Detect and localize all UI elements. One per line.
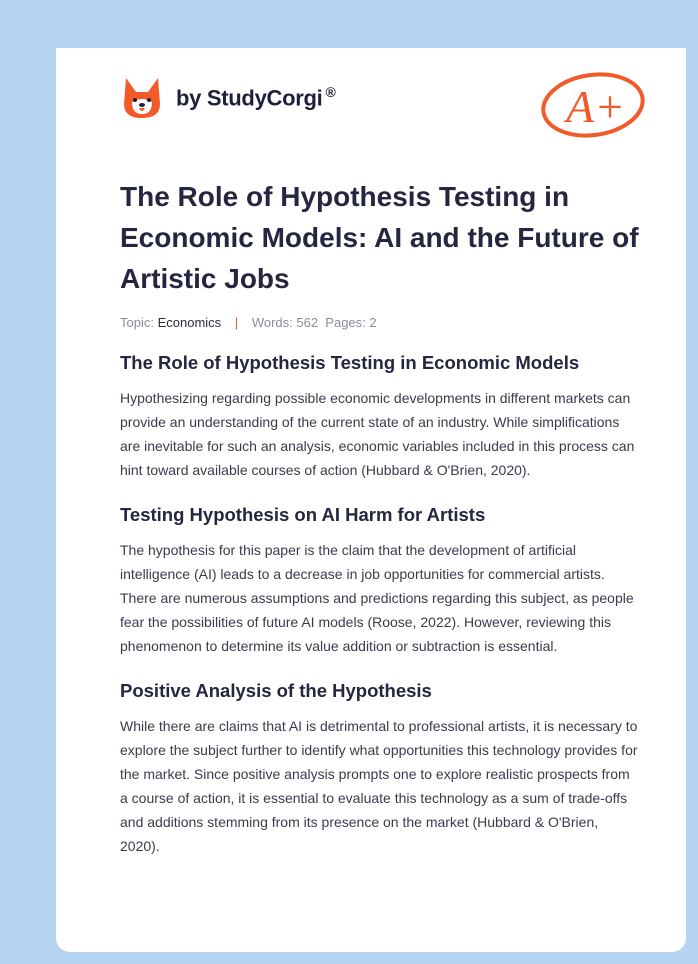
section-paragraph: The hypothesis for this paper is the claim that the development of artificial intelligence (AI) leads to a decrease in job opportunities for commercial artists. There are numerous assumptions and predictions regarding this subject, as people fear the possibilities of future AI models (Roose, 2022). However, reviewing this phenomenon to determine its value addition or subtraction is essential.: [120, 542, 634, 654]
brand-name: [176, 84, 335, 111]
section-heading: Positive Analysis of the Hypothesis: [120, 680, 432, 701]
document-card: [56, 48, 686, 952]
topic-link[interactable]: Economics: [157, 315, 222, 330]
separator: |: [234, 315, 239, 330]
meta-line: [120, 315, 640, 330]
studycorgi-logo[interactable]: [122, 76, 335, 120]
corgi-icon: [122, 76, 162, 120]
article: [120, 176, 640, 858]
grade-text: A+: [566, 81, 626, 132]
brand-text: by StudyCorgi: [176, 85, 323, 111]
registered-mark: ®: [325, 84, 336, 101]
page-title: The Role of Hypothesis Testing in Economic Models: AI and the Future of Artistic Jobs: [120, 181, 639, 294]
section-paragraph: While there are claims that AI is detrimental to professional artists, it is necessary to explore the subject further to identify what opportunities this technology provides for the market. Since positive analysis prompts one to explore realistic prospects from a course of action, it is essential to evaluate this technology as a sum of trade-offs and additions stemming from its presence on the market (Hubbard & O'Brien, 2020).: [120, 718, 638, 854]
section-paragraph: Hypothesizing regarding possible economic developments in different markets can provide an understanding of the current state of an industry. While simplifications are inevitable for such an analysis, economic variables included in this process can hint toward available courses of action (Hubbard & O'Brien, 2020).: [120, 390, 635, 478]
topic-label: Topic:: [120, 315, 154, 330]
word-count: Words: 562: [251, 315, 319, 330]
a-plus-badge: [538, 70, 648, 145]
page-count: Pages: 2: [325, 315, 377, 330]
section-heading: Testing Hypothesis on AI Harm for Artists: [120, 504, 486, 525]
section-heading: The Role of Hypothesis Testing in Economic Models: [120, 352, 580, 373]
